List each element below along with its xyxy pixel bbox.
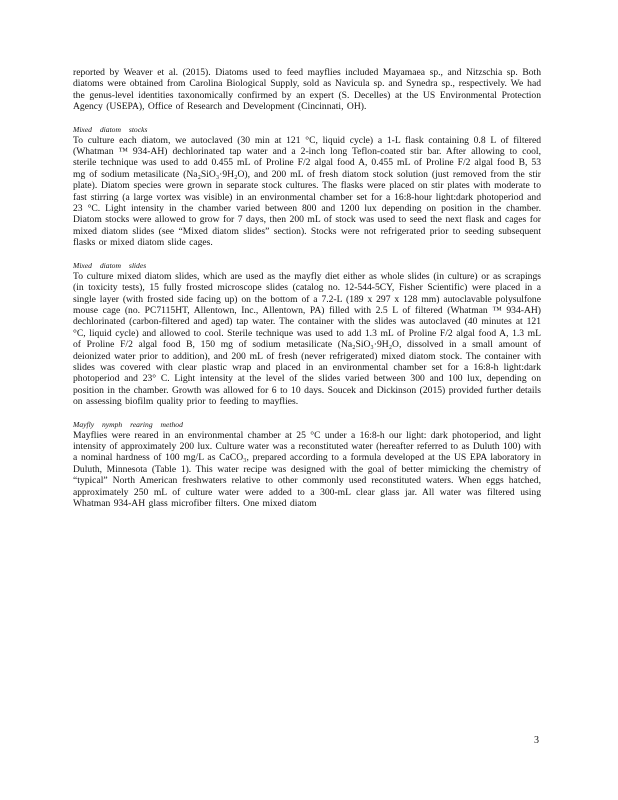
page-number: 3: [534, 735, 539, 746]
paragraph-gap: [73, 249, 541, 261]
paragraph-slides: To culture mixed diatom slides, which are used as the mayfly diet either as whole slides (in culture) or as scrapings (in toxicity tests), 15 fully frosted microscope slides (catalog no. 12-544-5CY, Fisher Scientific) were placed in a single layer (with frosted side facing up) on the bottom of a 7.2-L (189 x 297 x 128 mm) autoclavable polysulfone mouse cage (no. PC7115HT, Allentown, Inc., Allentown, PA) filled with 2.5 L of filtered (Whatman ™ 934-AH) dechlorinated (carbon-filtered and aged) tap water. The container with the slides was autoclaved (40 minutes at 121 °C, liquid cycle) and allowed to cool. Sterile technique was used to add 1.3 mL of Proline F/2 algal food A, 1.3 mL of Proline F/2 algal food B, 150 mg of sodium metasilicate (Na₂SiO₃·9H₂O, dissolved in a small amount of deionized water prior to addition), and 200 mL of fresh (never refrigerated) mixed diatom stock. The container with slides was covered with clear plastic wrap and placed in an environmental chamber set for a 16:8-h light:dark photoperiod and 23° C. Light intensity at the level of the slides varied between 300 and 100 lux, depending on position in the chamber. Growth was allowed for 6 to 10 days. Soucek and Dickinson (2015) provided further details on assessing biofilm quality prior to feeding to mayflies.: [73, 270, 541, 408]
paragraph-intro: reported by Weaver et al. (2015). Diatoms used to feed mayflies included Mayamaea sp., and Nitzschia sp. Both diatoms were obtained from Carolina Biological Supply, sold as Navicula sp. and Synedra sp., respectively. We had the genus-level identities taxonomically confirmed by an expert (S. Decelles) at the US Environmental Protection Agency (USEPA), Office of Research and Development (Cincinnati, OH).: [73, 67, 541, 113]
section-heading-rearing: Mayfly nymph rearing method: [73, 419, 183, 429]
paragraph-gap: [73, 113, 541, 125]
paragraph-stocks: To culture each diatom, we autoclaved (30 min at 121 °C, liquid cycle) a 1-L flask containing 0.8 L of filtered (Whatman ™ 934-AH) dechlorinated tap water and a 2-inch long Teflon-coated stir bar. After allowing to cool, sterile technique was used to add 0.455 mL of Proline F/2 algal food A, 0.455 mL of Proline F/2 algal food B, 53 mg of sodium metasilicate (Na₂SiO₃·9H₂O), and 200 mL of fresh diatom stock solution (just removed from the stir plate). Diatom species were grown in separate stock cultures. The flasks were placed on stir plates with moderate to fast stirring (a large vortex was visible) in an environmental chamber set for a 16:8-hour light:dark photoperiod and 23 °C. Light intensity in the chamber varied between 800 and 1200 lux depending on position in the chamber. Diatom stocks were allowed to grow for 7 days, then 200 mL of stock was used to seed the next flask and cages for mixed diatom slides (see “Mixed diatom slides” section). Stocks were not refrigerated prior to seeding subsequent flasks or mixed diatom slide cages.: [73, 134, 541, 249]
paragraph-gap: [73, 408, 541, 420]
section-heading-slides: Mixed diatom slides: [73, 260, 147, 270]
paragraph-rearing: Mayflies were reared in an environmental chamber at 25 °C under a 16:8-h our light: dark photoperiod, and light intensity of approximately 200 lux. Culture water was a reconstituted water (hereafter referred to as Duluth 100) with a nominal hardness of 100 mg/L as CaCO₃, prepared according to a formula developed at the US EPA laboratory in Duluth, Minnesota (Table 1). This water recipe was designed with the goal of better mimicking the chemistry of “typical” North American freshwaters relative to other commonly used reconstituted waters. When eggs hatched, approximately 250 mL of culture water were added to a 300-mL clear glass jar. All water was filtered using Whatman 934-AH glass microfiber filters. One mixed diatom: [73, 429, 541, 509]
text-column: [73, 67, 541, 509]
section-heading-stocks: Mixed diatom stocks: [73, 124, 148, 134]
